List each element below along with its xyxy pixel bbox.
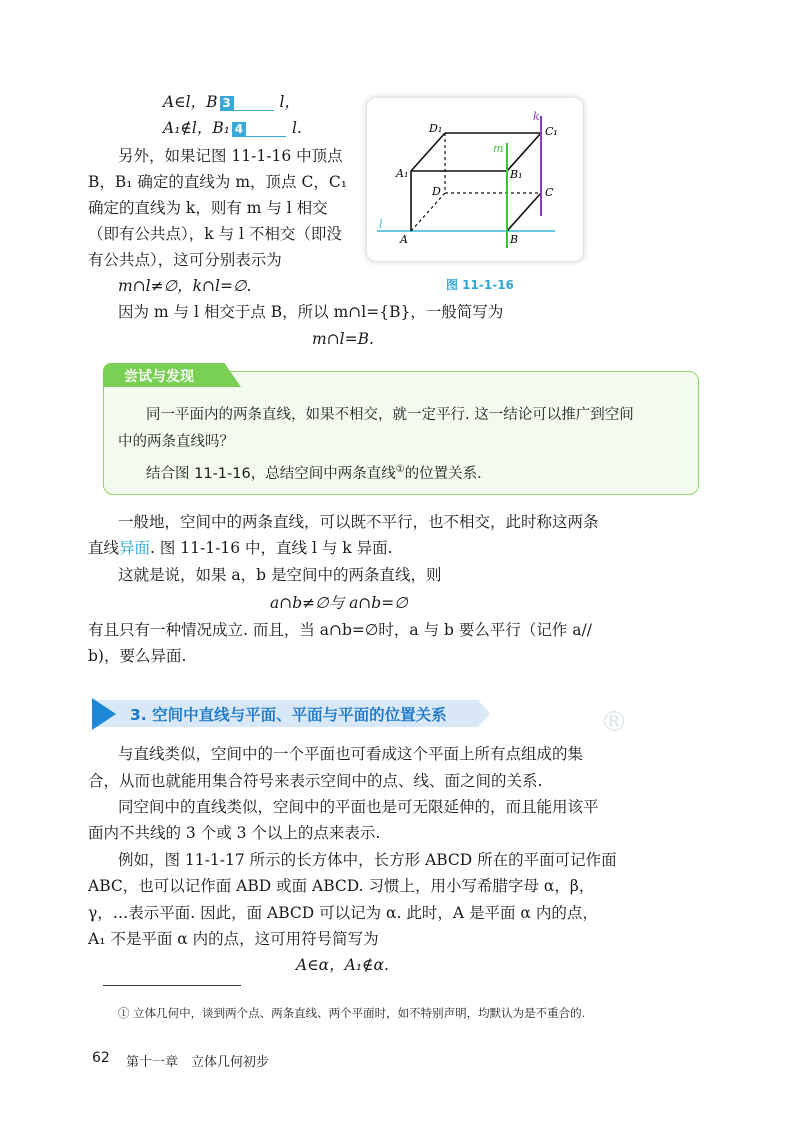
- chapter-title: 第十一章 立体几何初步: [126, 1055, 270, 1070]
- para-line: b)，要么异面.: [88, 647, 187, 665]
- blank-row-4: [163, 118, 302, 138]
- edge-B1C1: [507, 133, 541, 171]
- label-B: B: [510, 233, 519, 246]
- try-discover-title: 尝试与发现: [124, 369, 194, 385]
- blank-field-3[interactable]: [234, 96, 274, 111]
- para-line: 这就是说，如果 a，b 是空间中的两条直线，则: [118, 566, 442, 584]
- label-k: k: [533, 110, 540, 123]
- para-line: 面内不共线的 3 个或 3 个以上的点来表示.: [88, 824, 381, 842]
- try-line-3: [146, 460, 482, 484]
- label-D: D: [432, 185, 441, 198]
- para-line: ABC，也可以记作面 ABD 或面 ABCD. 习惯上，用小写希腊字母 α，β，: [88, 877, 595, 895]
- edge-AD: [411, 193, 445, 231]
- para-line-term: [88, 538, 393, 558]
- para-line: 另外，如果记图 11-1-16 中顶点: [118, 147, 343, 165]
- label-B1: B₁: [510, 168, 523, 181]
- para-line: 一般地，空间中的两条直线，可以既不平行，也不相交，此时称这两条: [118, 513, 599, 531]
- text-segment: . 图 11-1-16 中，直线 l 与 k 异面.: [150, 539, 393, 557]
- try-line: 中的两条直线吗？: [118, 434, 234, 450]
- blank-field-4[interactable]: [246, 122, 286, 137]
- label-C: C: [545, 186, 554, 199]
- para-line: 确定的直线为 k，则有 m 与 l 相交: [88, 199, 328, 217]
- row1-right: l，: [279, 93, 300, 111]
- para-line: （即有公共点），k 与 l 不相交（即没: [88, 225, 342, 243]
- para-line: 例如，图 11-1-17 所示的长方体中，长方形 ABCD 所在的平面可记作面: [118, 851, 617, 869]
- formula-point: m∩l=B.: [312, 330, 374, 348]
- try-line-3b: 的位置关系.: [404, 465, 482, 482]
- para-line: A₁ 不是平面 α 内的点，这可用符号简写为: [88, 930, 379, 948]
- blank-row-3: [163, 92, 300, 112]
- label-A1: A₁: [396, 167, 409, 180]
- formula-plane: A∈α，A₁∉α.: [296, 956, 389, 974]
- row2-right: l.: [291, 119, 302, 137]
- label-A: A: [400, 233, 408, 246]
- try-line-3a: 结合图 11-1-16，总结空间中两条直线: [146, 465, 396, 482]
- term-skew: 异面: [119, 539, 151, 557]
- label-l: l: [379, 218, 383, 231]
- formula-intersection: m∩l≠∅，k∩l=∅.: [118, 277, 252, 295]
- para-line: 合，从而也就能用集合符号来表示空间中的点、线、面之间的关系.: [88, 772, 543, 790]
- para-line: 有公共点），这可分别表示为: [88, 251, 282, 269]
- blank-number-3[interactable]: 3: [220, 96, 234, 111]
- para-line: 同空间中的直线类似，空间中的平面也是可无限延伸的，而且能用该平: [118, 798, 599, 816]
- figure-card: [366, 97, 584, 262]
- edge-BC: [507, 193, 541, 231]
- para-line: 与直线类似，空间中的一个平面也可看成这个平面上所有点组成的集: [118, 745, 584, 763]
- section-title: 3. 空间中直线与平面、平面与平面的位置关系: [130, 706, 447, 724]
- text-segment: 直线: [88, 539, 120, 557]
- try-line: 同一平面内的两条直线，如果不相交，就一定平行. 这一结论可以推广到空间: [146, 407, 634, 423]
- para-line: 因为 m 与 l 相交于点 B，所以 m∩l={B}，一般简写为: [118, 303, 504, 321]
- section-arrow-icon: [92, 698, 116, 730]
- figure-caption: 图 11-1-16: [446, 278, 514, 292]
- footnote-divider: [103, 985, 241, 986]
- label-C1: C₁: [545, 125, 558, 138]
- footnote: ① 立体几何中，谈到两个点、两条直线、两个平面时，如不特别声明，均默认为是不重合的.: [118, 1006, 586, 1020]
- registered-watermark: ®: [600, 705, 628, 738]
- footnote-ref[interactable]: ①: [395, 464, 405, 475]
- row2-left: A₁∉l，B₁: [163, 119, 230, 137]
- para-line: 有且只有一种情况成立. 而且，当 a∩b=∅时，a 与 b 要么平行（记作 a//: [88, 621, 592, 639]
- formula-ab: a∩b≠∅与 a∩b=∅: [270, 594, 408, 612]
- para-line: B，B₁ 确定的直线为 m，顶点 C，C₁: [88, 173, 347, 191]
- label-m: m: [493, 142, 504, 155]
- cuboid-diagram: [367, 98, 583, 261]
- label-D1: D₁: [429, 122, 443, 135]
- blank-number-4[interactable]: 4: [232, 122, 246, 137]
- page-number: 62: [92, 1050, 110, 1066]
- edge-A1D1: [411, 133, 445, 171]
- row1-left: A∈l，B: [163, 93, 218, 111]
- para-line: γ，…表示平面. 因此，面 ABCD 可以记为 α. 此时，A 是平面 α 内的点，: [88, 904, 598, 922]
